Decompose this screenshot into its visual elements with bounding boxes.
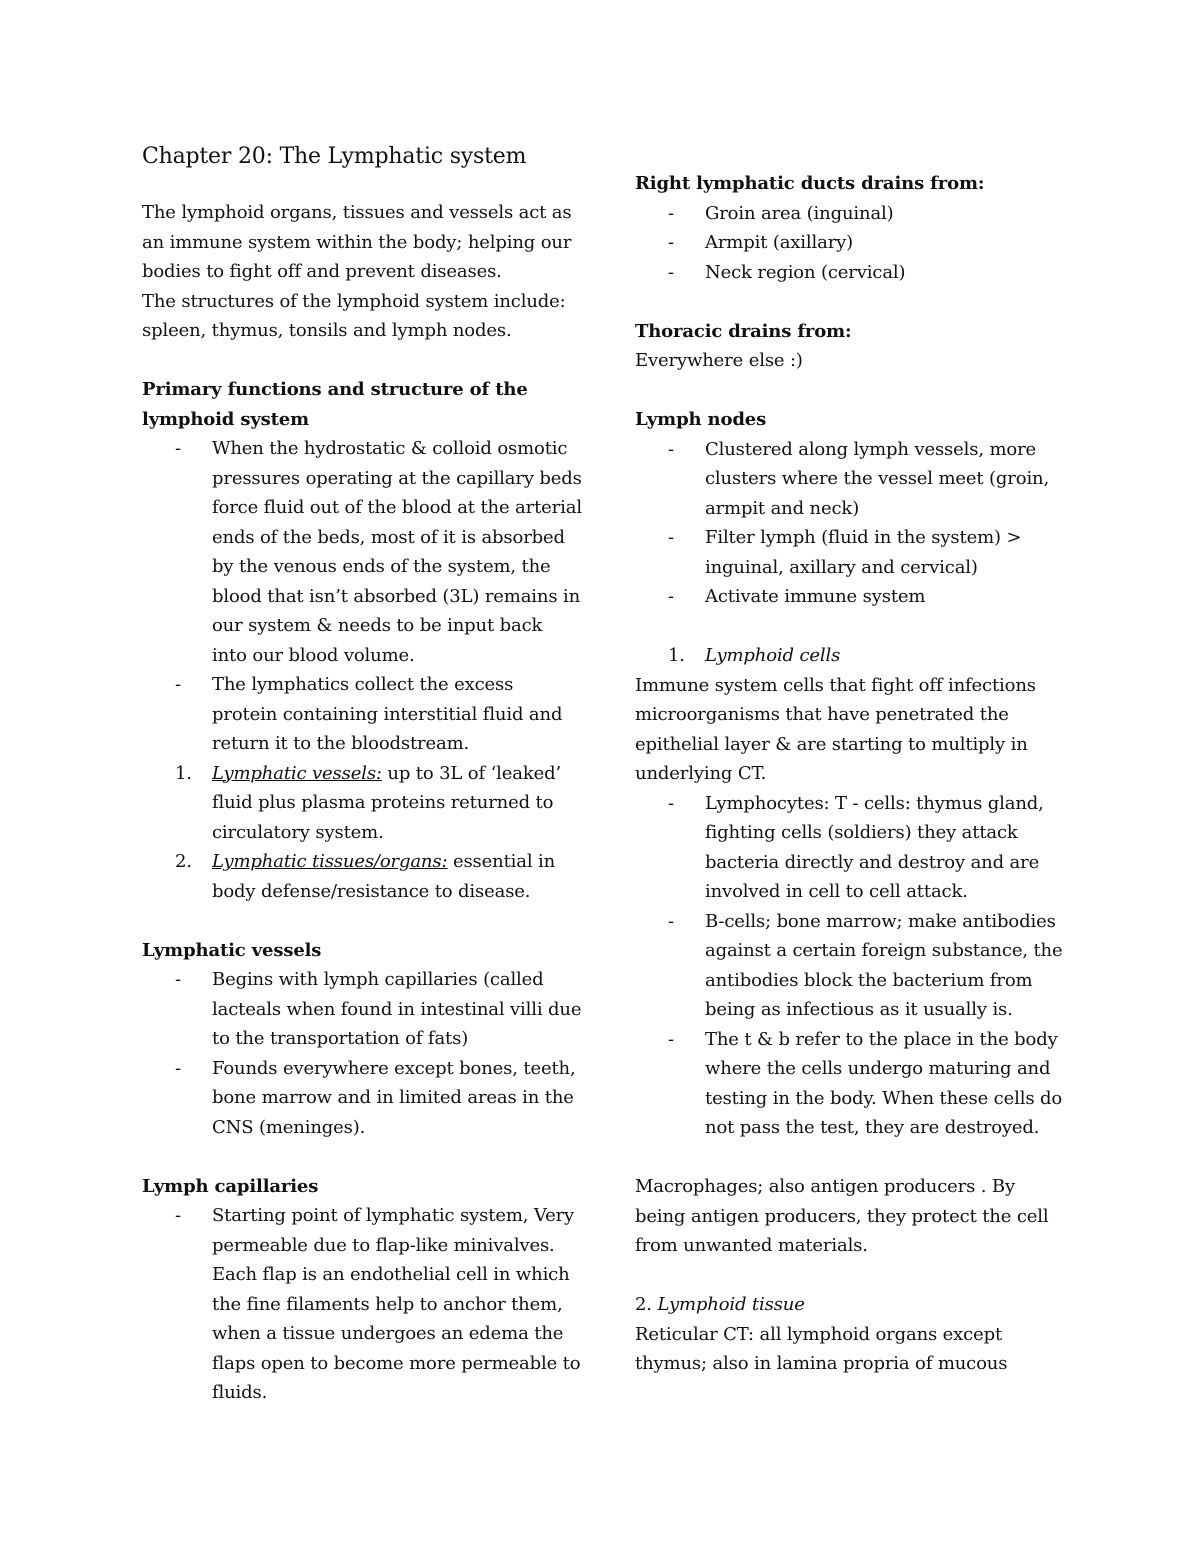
primary-functions-heading: Primary functions and structure of the lymphoid system	[142, 379, 528, 430]
list-item: - Neck region (cervical)	[635, 258, 1065, 288]
lymphoid-cells-text: Immune system cells that fight off infections microorganisms that have penetrated the epithelial layer & are starting to multiply in underlying CT.	[635, 674, 1036, 784]
list-item: - The lymphatics collect the excess protein containing interstitial fluid and return it to the bloodstream.	[142, 670, 582, 759]
item-number: 1.	[668, 645, 685, 666]
thoracic-heading: Thoracic drains from:	[635, 320, 852, 342]
list-item: - Filter lymph (fluid in the system) > inguinal, axillary and cervical)	[635, 523, 1065, 582]
lymphoid-cells-list	[635, 789, 1065, 1143]
lymphoid-tissue-heading	[635, 1290, 1065, 1320]
page-title: Chapter 20: The Lymphatic system	[142, 144, 527, 169]
right-column	[635, 169, 1065, 1379]
item-number: 2.	[175, 851, 192, 872]
structures-paragraph: The structures of the lymphoid system include: spleen, thymus, tonsils and lymph nodes.	[142, 290, 566, 341]
item-term: Lymphoid tissue	[657, 1294, 805, 1315]
primary-functions-list	[142, 434, 582, 759]
lymphoid-tissue-text: Reticular CT: all lymphoid organs except thymus; also in lamina propria of mucous	[635, 1323, 1008, 1374]
left-column	[142, 142, 582, 1408]
list-item: - Groin area (inguinal)	[635, 199, 1065, 229]
list-item: - Lymphocytes: T - cells: thymus gland, fighting cells (soldiers) they attack bacteria directly and destroy and are involved in cell to cell attack.	[635, 789, 1065, 907]
macrophages-paragraph: Macrophages; also antigen producers . By being antigen producers, they protect the cell from unwanted materials.	[635, 1176, 1049, 1256]
list-item: - The t & b refer to the place in the body where the cells undergo maturing and testing in the body. When these cells do not pass the test, they are destroyed.	[635, 1025, 1065, 1143]
list-item: - Founds everywhere except bones, teeth, bone marrow and in limited areas in the CNS (meninges).	[142, 1054, 582, 1143]
list-item: - B-cells; bone marrow; make antibodies against a certain foreign substance, the antibodies block the bacterium from being as infectious as it usually is.	[635, 907, 1065, 1025]
intro-paragraph: The lymphoid organs, tissues and vessels act as an immune system within the body; helping our bodies to fight off and prevent diseases.	[142, 202, 572, 282]
lymph-capillaries-list	[142, 1201, 582, 1408]
lymph-nodes-list	[635, 435, 1065, 612]
item-number: 1.	[175, 762, 192, 784]
list-item: - Begins with lymph capillaries (called lacteals when found in intestinal villi due to the transportation of fats)	[142, 965, 582, 1054]
list-item: - Starting point of lymphatic system, Very permeable due to flap-like minivalves. Each flap is an endothelial cell in which the fine filaments help to anchor them, when a tissue undergoes an edema the flaps open to become more permeable to fluids.	[142, 1201, 582, 1408]
item-text: essential in body defense/resistance to disease.	[212, 851, 556, 902]
list-item: - When the hydrostatic & colloid osmotic pressures operating at the capillary beds force fluid out of the blood at the arterial ends of the beds, most of it is absorbed by the venous ends of the system, the blood that isn’t absorbed (3L) remains in our system & needs to be input back into our blood volume.	[142, 434, 582, 670]
lymph-capillaries-heading: Lymph capillaries	[142, 1175, 319, 1197]
item-term: Lymphatic vessels:	[212, 762, 382, 784]
numbered-item	[142, 759, 582, 848]
item-text: up to 3L of ‘leaked’ fluid plus plasma proteins returned to circulatory system.	[212, 762, 562, 843]
right-ducts-list	[635, 199, 1065, 288]
item-term: Lymphatic tissues/organs:	[212, 851, 448, 872]
list-item: - Clustered along lymph vessels, more clusters where the vessel meet (groin, armpit and neck)	[635, 435, 1065, 524]
lymph-nodes-heading: Lymph nodes	[635, 409, 767, 430]
lymphoid-cells-heading	[635, 641, 1065, 671]
right-ducts-heading: Right lymphatic ducts drains from:	[635, 173, 985, 194]
numbered-item	[142, 847, 582, 906]
list-item: - Activate immune system	[635, 582, 1065, 612]
item-term: Lymphoid cells	[705, 645, 841, 666]
item-number: 2.	[635, 1294, 652, 1315]
lymphatic-vessels-heading: Lymphatic vessels	[142, 939, 322, 961]
thoracic-text: Everywhere else :)	[635, 350, 803, 371]
lymphatic-vessels-list	[142, 965, 582, 1142]
list-item: - Armpit (axillary)	[635, 228, 1065, 258]
